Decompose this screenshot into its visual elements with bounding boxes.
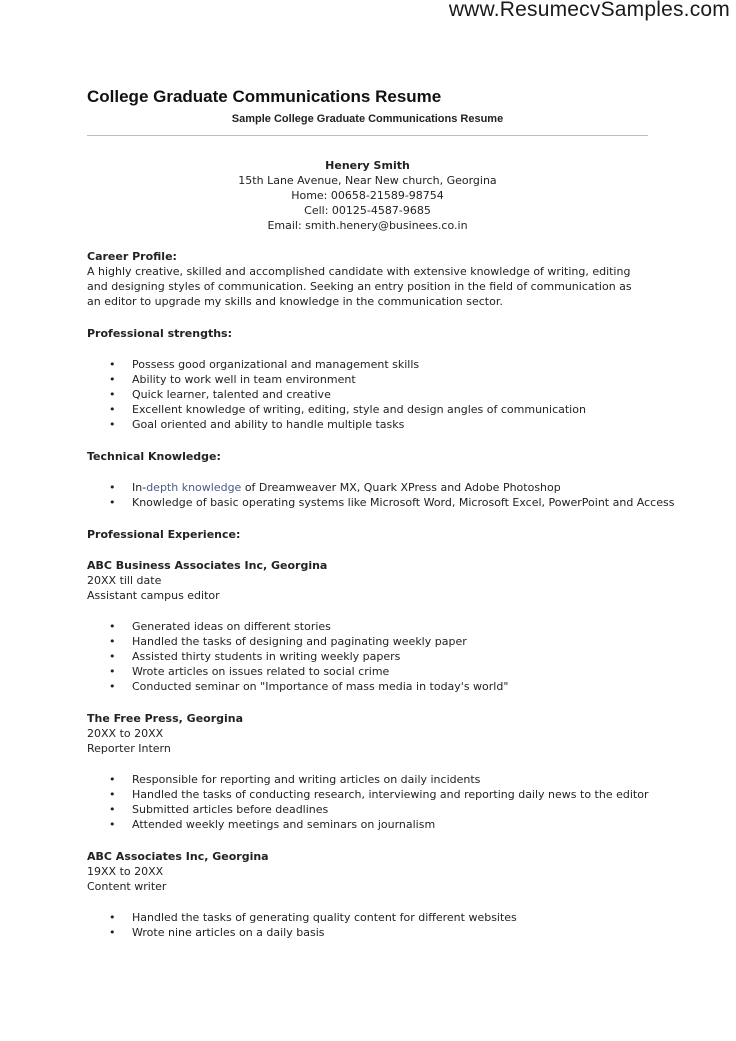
bullet-icon: •: [109, 680, 116, 693]
list-item-text: Excellent knowledge of writing, editing, style and design angles of communication: [132, 403, 586, 416]
list-item: [87, 480, 647, 495]
job-dates: 20XX to 20XX: [87, 727, 164, 740]
bullet-icon: •: [109, 496, 116, 509]
job-company: The Free Press, Georgina: [87, 712, 244, 725]
contact-cell-phone: Cell: 00125-4587-9685: [304, 204, 431, 217]
list-item: [87, 634, 647, 649]
bullet-icon: •: [109, 773, 116, 786]
list-item: [87, 802, 647, 817]
job-company: ABC Associates Inc, Georgina: [87, 850, 269, 863]
list-item-text: Ability to work well in team environment: [132, 373, 356, 386]
list-item-text: Handled the tasks of conducting research, interviewing and reporting daily news to the editor: [132, 788, 649, 801]
list-item-text: Knowledge of basic operating systems like Microsoft Word, Microsoft Excel, PowerPoint and Access: [132, 496, 675, 509]
site-watermark: www.ResumecvSamples.com: [448, 0, 730, 21]
bullet-icon: •: [109, 388, 116, 401]
job-role: Assistant campus editor: [87, 589, 220, 602]
list-item-text: Wrote nine articles on a daily basis: [132, 926, 325, 939]
bullet-icon: •: [109, 403, 116, 416]
list-item: [87, 372, 647, 387]
technical-heading: Technical Knowledge:: [87, 450, 221, 463]
list-item: [87, 357, 647, 372]
in-depth-knowledge-link[interactable]: depth knowledge: [146, 481, 242, 494]
list-item: [87, 910, 647, 925]
bullet-icon: •: [109, 665, 116, 678]
bullet-icon: •: [109, 620, 116, 633]
list-item-text: Attended weekly meetings and seminars on journalism: [132, 818, 436, 831]
job-duties-list: [87, 772, 647, 832]
job-role: Reporter Intern: [87, 742, 171, 755]
experience-heading: Professional Experience:: [87, 528, 241, 541]
job-dates: 20XX till date: [87, 574, 162, 587]
contact-block: [87, 158, 648, 233]
list-item-text: Assisted thirty students in writing weekly papers: [132, 650, 401, 663]
list-item-text: Generated ideas on different stories: [132, 620, 331, 633]
document-subtitle: Sample College Graduate Communications Resume: [231, 113, 504, 125]
strengths-heading: Professional strengths:: [87, 327, 232, 340]
bullet-icon: •: [109, 788, 116, 801]
bullet-icon: •: [109, 926, 116, 939]
list-item: [87, 387, 647, 402]
bullet-icon: •: [109, 911, 116, 924]
list-item-text: Quick learner, talented and creative: [132, 388, 331, 401]
list-item-text: Submitted articles before deadlines: [132, 803, 329, 816]
contact-email: Email: smith.henery@businees.co.in: [267, 219, 468, 232]
bullet-icon: •: [109, 650, 116, 663]
career-profile-heading: Career Profile:: [87, 250, 177, 263]
job-duties-list: [87, 619, 647, 694]
list-item: [87, 495, 675, 510]
list-item: [87, 679, 647, 694]
list-item-text: Conducted seminar on "Importance of mass media in today's world": [132, 680, 509, 693]
contact-home-phone: Home: 00658-21589-98754: [291, 189, 444, 202]
list-item-text: Handled the tasks of designing and paginating weekly paper: [132, 635, 467, 648]
job-company: ABC Business Associates Inc, Georgina: [87, 559, 328, 572]
resume-body: [87, 249, 675, 940]
list-item: [87, 817, 647, 832]
list-item: [87, 664, 647, 679]
list-item: [87, 402, 647, 417]
list-item: [87, 787, 647, 802]
bullet-icon: •: [109, 635, 116, 648]
career-profile-text: A highly creative, skilled and accomplished candidate with extensive knowledge of writing, editing and designing styles of communication. Seeking an entry position in the field of communication as an editor to upgrade my skills and knowledge in the communication sector.: [87, 265, 632, 308]
list-item: [87, 925, 647, 940]
document-title: College Graduate Communications Resume: [87, 87, 442, 106]
list-item-text: Wrote articles on issues related to social crime: [132, 665, 390, 678]
bullet-icon: •: [109, 373, 116, 386]
contact-name: Henery Smith: [325, 159, 410, 172]
list-item-text: Responsible for reporting and writing articles on daily incidents: [132, 773, 481, 786]
bullet-icon: •: [109, 481, 116, 494]
list-item: [87, 649, 647, 664]
list-item: [87, 772, 647, 787]
list-item: [87, 417, 647, 432]
technical-item-rest: of Dreamweaver MX, Quark XPress and Adobe Photoshop: [241, 481, 561, 494]
list-item-text: Handled the tasks of generating quality content for different websites: [132, 911, 517, 924]
bullet-icon: •: [109, 803, 116, 816]
technical-list: [87, 480, 675, 510]
job-dates: 19XX to 20XX: [87, 865, 164, 878]
list-item: [87, 619, 647, 634]
technical-item-prefix: In-: [132, 481, 147, 494]
list-item-text: Possess good organizational and management skills: [132, 358, 420, 371]
job-role: Content writer: [87, 880, 167, 893]
contact-address: 15th Lane Avenue, Near New church, Georgina: [238, 174, 497, 187]
list-item-text: Goal oriented and ability to handle multiple tasks: [132, 418, 405, 431]
bullet-icon: •: [109, 358, 116, 371]
job-duties-list: [87, 910, 647, 940]
title-divider: [87, 135, 648, 136]
bullet-icon: •: [109, 418, 116, 431]
strengths-list: [87, 357, 647, 432]
bullet-icon: •: [109, 818, 116, 831]
